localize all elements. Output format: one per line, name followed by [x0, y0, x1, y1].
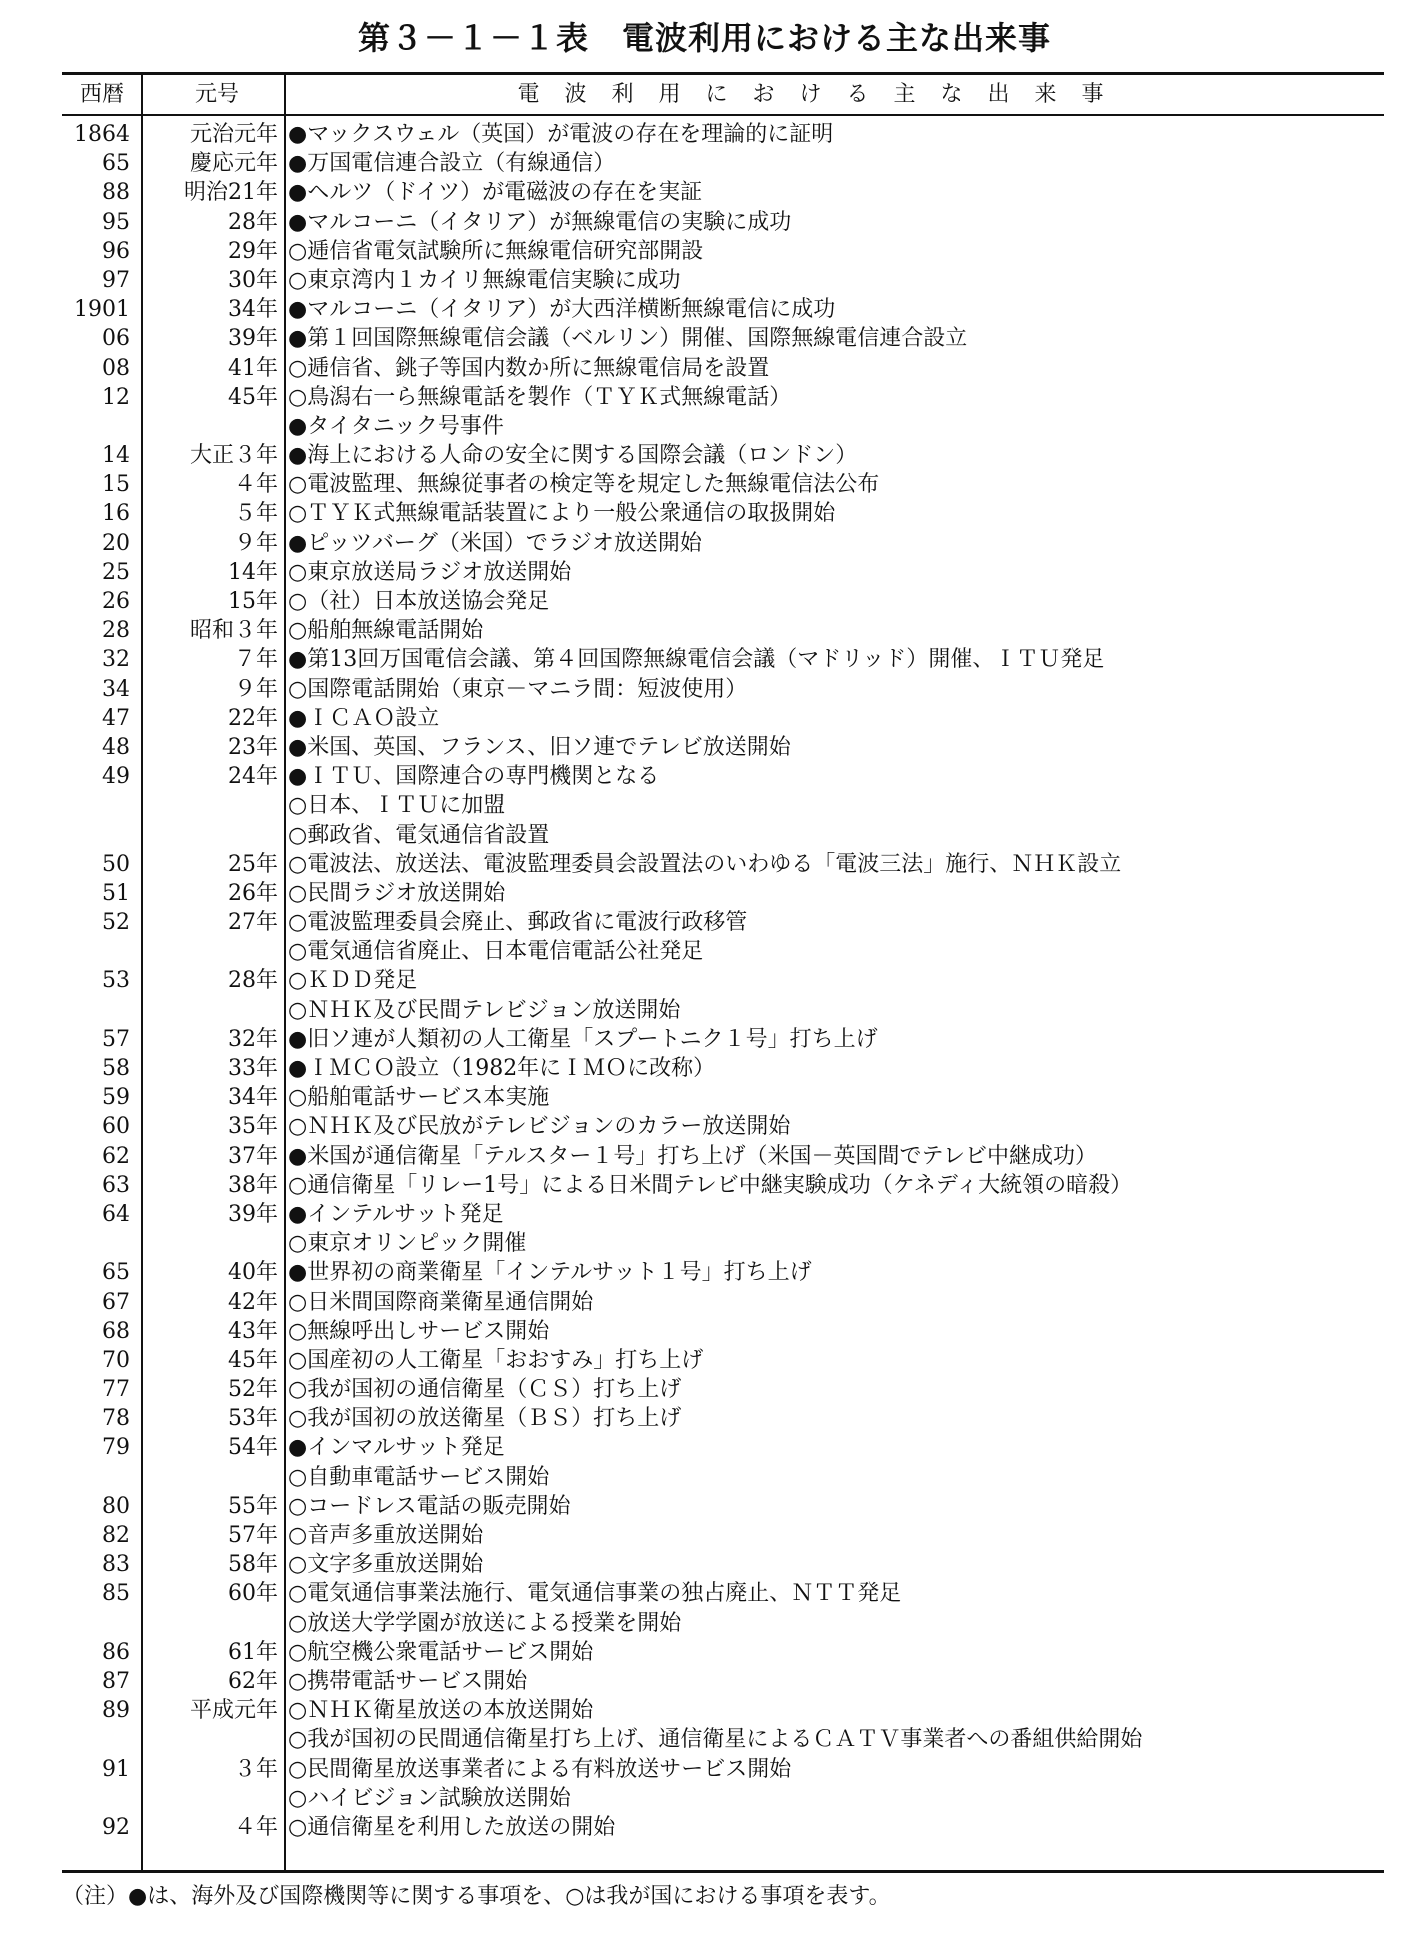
era-cell: 平成元年 [189, 1698, 278, 1724]
table-row [62, 1288, 1384, 1317]
year-cell: 68 [102, 1318, 130, 1344]
event-cell: ○携帯電話サービス開始 [288, 1668, 528, 1694]
event-cell: ○鳥潟右一ら無線電話を製作（ＴＹＫ式無線電話） [288, 384, 792, 410]
event-cell: ●海上における人命の安全に関する国際会議（ロンドン） [288, 443, 858, 469]
era-cell: 28年 [228, 209, 278, 235]
event-cell: ○自動車電話サービス開始 [288, 1464, 550, 1490]
year-cell: 1901 [74, 297, 130, 323]
table-row [62, 1813, 1384, 1842]
year-cell: 70 [102, 1347, 130, 1373]
table-row [62, 529, 1384, 558]
year-cell: 85 [102, 1581, 130, 1607]
event-cell: ○ＮＨＫ衛星放送の本放送開始 [288, 1698, 594, 1724]
year-cell: 34 [102, 676, 130, 702]
era-cell: 53年 [228, 1406, 278, 1432]
event-cell: ○電波法、放送法、電波監理委員会設置法のいわゆる「電波三法」施行、ＮＨＫ設立 [288, 851, 1122, 877]
event-cell: ○日米間国際商業衛星通信開始 [288, 1289, 594, 1315]
year-cell: 63 [102, 1172, 130, 1198]
table-row [62, 996, 1384, 1025]
event-cell: ○郵政省、電気通信省設置 [288, 822, 550, 848]
event-cell: ○放送大学学園が放送による授業を開始 [288, 1610, 682, 1636]
event-cell: ○船舶電話サービス本実施 [288, 1085, 550, 1111]
era-cell: 明治21年 [184, 180, 278, 206]
table-row [62, 441, 1384, 470]
event-cell: ●マルコーニ（イタリア）が大西洋横断無線電信に成功 [288, 297, 836, 323]
event-cell: ○ハイビジョン試験放送開始 [288, 1785, 571, 1811]
event-cell: ●米国が通信衛星「テルスター１号」打ち上げ（米国－英国間でテレビ中継成功） [288, 1143, 1097, 1169]
era-cell: 52年 [228, 1377, 278, 1403]
event-cell: ○通信衛星「リレー1号」による日米間テレビ中継実験成功（ケネディ大統領の暗殺） [288, 1172, 1133, 1198]
era-cell: 32年 [228, 1026, 278, 1052]
era-cell: 61年 [228, 1639, 278, 1665]
table-row [62, 645, 1384, 674]
era-cell: ３年 [233, 1756, 278, 1782]
era-cell: 43年 [228, 1318, 278, 1344]
year-cell: 95 [102, 209, 130, 235]
era-cell: 40年 [228, 1260, 278, 1286]
table-row [62, 1638, 1384, 1667]
year-cell: 53 [102, 968, 130, 994]
year-cell: 32 [102, 647, 130, 673]
year-cell: 28 [102, 618, 130, 644]
era-cell: ９年 [233, 530, 278, 556]
table-row [62, 1521, 1384, 1550]
era-cell: 29年 [228, 238, 278, 264]
era-cell: ４年 [233, 472, 278, 498]
table-row [62, 470, 1384, 499]
year-cell: 15 [102, 472, 130, 498]
table-row [62, 383, 1384, 412]
year-cell: 12 [102, 384, 130, 410]
year-cell: 77 [102, 1377, 130, 1403]
table-row [62, 1258, 1384, 1287]
year-cell: 87 [102, 1668, 130, 1694]
era-cell: 60年 [228, 1581, 278, 1607]
event-cell: ○船舶無線電話開始 [288, 618, 484, 644]
event-cell: ○ＫＤＤ発足 [288, 968, 418, 994]
era-cell: 30年 [228, 267, 278, 293]
year-cell: 86 [102, 1639, 130, 1665]
era-cell: 45年 [228, 1347, 278, 1373]
era-cell: ４年 [233, 1814, 278, 1840]
year-cell: 14 [102, 443, 130, 469]
era-cell: 14年 [228, 559, 278, 585]
event-cell: ●タイタニック号事件 [288, 413, 504, 439]
event-cell: ●マルコーニ（イタリア）が無線電信の実験に成功 [288, 209, 792, 235]
table-row [62, 266, 1384, 295]
table-row [62, 1346, 1384, 1375]
header-era: 元号 [194, 82, 239, 107]
table-row [62, 1054, 1384, 1083]
table-row [62, 704, 1384, 733]
era-cell: 元治元年 [189, 122, 278, 147]
event-cell: ○無線呼出しサービス開始 [288, 1318, 550, 1344]
table-row [62, 616, 1384, 645]
event-cell: ○通信衛星を利用した放送の開始 [288, 1814, 616, 1840]
era-cell: 27年 [228, 910, 278, 936]
year-cell: 65 [102, 151, 130, 177]
event-cell: ●旧ソ連が人類初の人工衛星「スプートニク１号」打ち上げ [288, 1026, 878, 1052]
era-cell: 34年 [228, 297, 278, 323]
year-cell: 82 [102, 1523, 130, 1548]
event-cell: ○（社）日本放送協会発足 [288, 589, 550, 614]
era-cell: 58年 [228, 1552, 278, 1578]
year-cell: 65 [102, 1260, 130, 1286]
era-cell: 33年 [228, 1056, 278, 1081]
year-cell: 51 [102, 880, 130, 906]
table-row [62, 791, 1384, 820]
year-cell: 25 [102, 559, 130, 585]
year-cell: 80 [102, 1493, 130, 1519]
table-row [62, 1667, 1384, 1696]
era-cell: 23年 [228, 734, 278, 760]
year-cell: 88 [102, 180, 130, 206]
event-cell: ○電気通信省廃止、日本電信電話公社発足 [288, 939, 704, 965]
table-row [62, 1609, 1384, 1638]
table-row [62, 412, 1384, 441]
table-row [62, 675, 1384, 704]
year-cell: 64 [102, 1201, 130, 1227]
event-cell: ○音声多重放送開始 [288, 1523, 484, 1548]
year-cell: 62 [102, 1143, 130, 1169]
event-cell: ●ピッツバーグ（米国）でラジオ放送開始 [288, 530, 702, 556]
table-row [62, 1755, 1384, 1784]
table-row [62, 1550, 1384, 1579]
event-cell: ○国際電話開始（東京－マニラ間：短波使用） [288, 676, 748, 702]
table-row [62, 762, 1384, 791]
year-cell: 91 [102, 1756, 130, 1782]
year-cell: 20 [102, 530, 130, 556]
event-cell: ○東京湾内１カイリ無線電信実験に成功 [288, 267, 681, 293]
header-event: 電波利用における主な出来事 [517, 82, 1129, 107]
year-cell: 60 [102, 1114, 130, 1140]
era-cell: 慶応元年 [189, 151, 278, 177]
table-row [62, 1725, 1384, 1754]
table-row [62, 1112, 1384, 1141]
table-row [62, 1404, 1384, 1433]
event-cell: ○民間ラジオ放送開始 [288, 880, 506, 906]
bottom-rule [62, 1870, 1384, 1873]
table-title: 第３－１－１表 電波利用における主な出来事 [357, 19, 1051, 57]
year-cell: 26 [102, 589, 130, 614]
era-cell: 26年 [228, 880, 278, 906]
table-row [62, 966, 1384, 995]
era-cell: 42年 [228, 1289, 278, 1315]
event-cell: ○電波監理委員会廃止、郵政省に電波行政移管 [288, 910, 748, 936]
table-row [62, 120, 1384, 149]
event-cell: ●万国電信連合設立（有線通信） [288, 151, 616, 177]
era-cell: 41年 [228, 355, 278, 381]
year-cell: 1864 [74, 122, 130, 147]
event-cell: ○ＴＹＫ式無線電話装置により一般公衆通信の取扱開始 [288, 501, 836, 527]
event-cell: ●ＩＣＡＯ設立 [288, 705, 440, 731]
era-cell: 24年 [228, 764, 278, 790]
table-row [62, 324, 1384, 353]
era-cell: 57年 [228, 1523, 278, 1548]
table-row [62, 208, 1384, 237]
event-cell: ●世界初の商業衛星「インテルサット１号」打ち上げ [288, 1260, 812, 1286]
year-cell: 06 [102, 326, 130, 352]
table-row [62, 850, 1384, 879]
era-cell: 39年 [228, 1201, 278, 1227]
footnote: （注）●は、海外及び国際機関等に関する事項を、○は我が国における事項を表す。 [62, 1884, 891, 1909]
year-cell: 89 [102, 1698, 130, 1724]
event-cell: ○東京オリンピック開催 [288, 1231, 527, 1257]
event-cell: ●マックスウェル（英国）が電波の存在を理論的に証明 [288, 122, 834, 147]
table-row [62, 879, 1384, 908]
table-row [62, 558, 1384, 587]
era-cell: ９年 [233, 676, 278, 702]
year-cell: 59 [102, 1085, 130, 1111]
event-cell: ○東京放送局ラジオ放送開始 [288, 559, 572, 585]
event-cell: ●ＩＭＣＯ設立（1982年にＩＭＯに改称） [288, 1056, 716, 1081]
table-row [62, 149, 1384, 178]
event-cell: ○逓信省、銚子等国内数か所に無線電信局を設置 [288, 355, 770, 381]
table-row [62, 733, 1384, 762]
event-cell: ○コードレス電話の販売開始 [288, 1493, 571, 1519]
event-cell: ○逓信省電気試験所に無線電信研究部開設 [288, 238, 704, 264]
era-cell: 28年 [228, 968, 278, 994]
event-cell: ○民間衛星放送事業者による有料放送サービス開始 [288, 1756, 792, 1782]
era-cell: 62年 [228, 1668, 278, 1694]
table-row [62, 1083, 1384, 1112]
event-cell: ●米国、英国、フランス、旧ソ連でテレビ放送開始 [288, 734, 791, 760]
era-cell: 55年 [228, 1493, 278, 1519]
table-row [62, 1463, 1384, 1492]
event-cell: ○航空機公衆電話サービス開始 [288, 1639, 594, 1665]
era-cell: 54年 [228, 1435, 278, 1461]
year-cell: 79 [102, 1435, 130, 1461]
event-cell: ○ＮＨＫ及び民間テレビジョン放送開始 [288, 997, 681, 1023]
event-cell: ○我が国初の民間通信衛星打ち上げ、通信衛星によるＣＡＴＶ事業者への番組供給開始 [288, 1727, 1143, 1753]
year-cell: 78 [102, 1406, 130, 1432]
era-cell: 34年 [228, 1085, 278, 1111]
era-cell: 15年 [228, 589, 278, 614]
event-cell: ○国産初の人工衛星「おおすみ」打ち上げ [288, 1347, 704, 1373]
table-row [62, 178, 1384, 207]
era-cell: 25年 [228, 851, 278, 877]
table-header [62, 75, 1384, 115]
table-row [62, 1784, 1384, 1813]
event-cell: ○我が国初の放送衛星（ＢＳ）打ち上げ [288, 1406, 682, 1432]
table-body [62, 120, 1384, 1842]
year-cell: 47 [102, 705, 130, 731]
table-row [62, 1171, 1384, 1200]
era-cell: 昭和３年 [189, 618, 278, 644]
era-cell: 大正３年 [189, 443, 278, 469]
event-cell: ●ＩＴＵ、国際連合の専門機関となる [288, 764, 660, 790]
year-cell: 57 [102, 1026, 130, 1052]
table-row [62, 1200, 1384, 1229]
year-cell: 92 [102, 1814, 130, 1840]
table-row [62, 821, 1384, 850]
table-row [62, 937, 1384, 966]
era-cell: 37年 [228, 1143, 278, 1169]
year-cell: 48 [102, 734, 130, 760]
event-cell: ○電波監理、無線従事者の検定等を規定した無線電信法公布 [288, 472, 880, 498]
year-cell: 96 [102, 238, 130, 264]
year-cell: 83 [102, 1552, 130, 1578]
event-cell: ●第１回国際無線電信会議（ベルリン）開催、国際無線電信連合設立 [288, 326, 968, 352]
table-row [62, 295, 1384, 324]
table-row [62, 1142, 1384, 1171]
era-cell: ５年 [233, 501, 278, 527]
era-cell: 35年 [228, 1114, 278, 1140]
year-cell: 50 [102, 851, 130, 877]
year-cell: 16 [102, 501, 130, 527]
table-row [62, 1492, 1384, 1521]
event-cell: ○日本、ＩＴＵに加盟 [288, 793, 506, 819]
table-row [62, 1375, 1384, 1404]
table-row [62, 1433, 1384, 1462]
table-row [62, 908, 1384, 937]
table-row [62, 1025, 1384, 1054]
table-row [62, 1229, 1384, 1258]
era-cell: 22年 [228, 705, 278, 731]
year-cell: 52 [102, 910, 130, 936]
event-cell: ●第13回万国電信会議、第４回国際無線電信会議（マドリッド）開催、ＩＴＵ発足 [288, 647, 1105, 673]
event-cell: ○我が国初の通信衛星（ＣＳ）打ち上げ [288, 1377, 682, 1403]
table-row [62, 499, 1384, 528]
era-cell: 38年 [228, 1172, 278, 1198]
year-cell: 08 [102, 355, 130, 381]
table-row [62, 587, 1384, 616]
table-row [62, 354, 1384, 383]
era-cell: ７年 [233, 647, 278, 673]
event-cell: ●ヘルツ（ドイツ）が電磁波の存在を実証 [288, 180, 703, 206]
table-row [62, 1317, 1384, 1346]
table-row [62, 237, 1384, 266]
event-cell: ○文字多重放送開始 [288, 1552, 484, 1578]
year-cell: 58 [102, 1056, 130, 1081]
year-cell: 49 [102, 764, 130, 790]
event-cell: ○ＮＨＫ及び民放がテレビジョンのカラー放送開始 [288, 1114, 791, 1140]
event-cell: ●インテルサット発足 [288, 1201, 504, 1227]
header-year: 西暦 [79, 82, 124, 107]
table-row [62, 1579, 1384, 1608]
era-cell: 45年 [228, 384, 278, 410]
event-cell: ○電気通信事業法施行、電気通信事業の独占廃止、ＮＴＴ発足 [288, 1581, 902, 1607]
year-cell: 97 [102, 267, 130, 293]
table-row [62, 1696, 1384, 1725]
era-cell: 39年 [228, 326, 278, 352]
event-cell: ●インマルサット発足 [288, 1435, 505, 1461]
year-cell: 67 [102, 1289, 130, 1315]
